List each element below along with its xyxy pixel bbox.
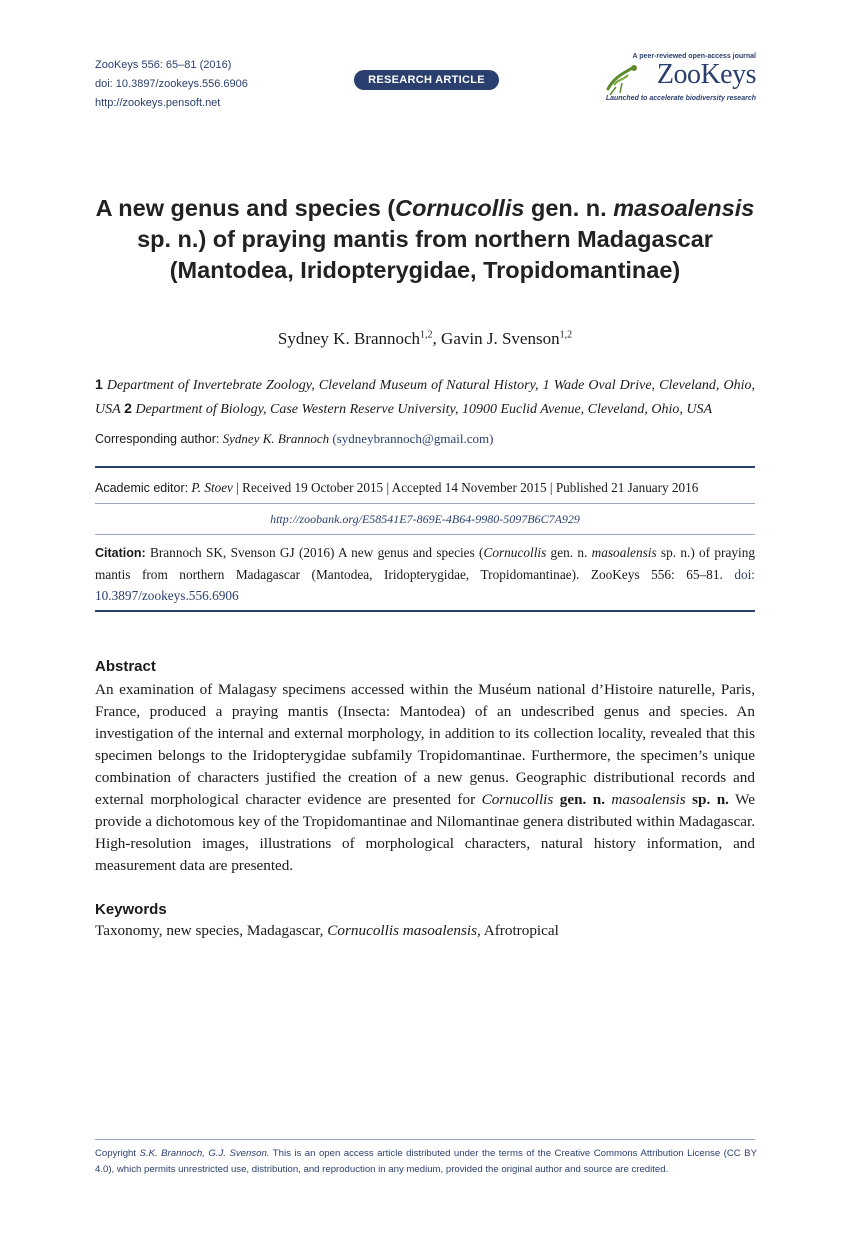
abstract-species: masoalensis	[611, 791, 686, 808]
logo-wordmark: ZooKeys	[656, 59, 756, 90]
abstract-gen-n: gen. n.	[553, 791, 612, 808]
divider	[95, 610, 755, 612]
title-text: A new genus and species (	[95, 195, 396, 221]
affiliation-text: Department of Biology, Case Western Reserve University, 10900 Euclid Avenue, Cleveland, Ohio, USA	[135, 402, 713, 417]
citation-doi-link[interactable]: doi: 10.3897/zookeys.556.6906	[95, 567, 755, 603]
license-text: This is an open access article distributed under the terms of the Creative Commons Attribution License (CC BY 4.0), which permits unrestricted use, distribution, and reproduction in any medium, provided the original author and source are credited.	[95, 1148, 757, 1175]
divider	[95, 1139, 755, 1140]
citation-text: gen. n.	[546, 545, 592, 560]
author-list	[95, 329, 755, 349]
copyright-footer	[95, 1146, 757, 1178]
author-name: Sydney K. Brannoch	[277, 329, 421, 348]
journal-doi[interactable]: doi: 10.3897/zookeys.556.6906	[95, 78, 248, 90]
zookeys-logo	[604, 53, 756, 105]
editor-label: Academic editor:	[95, 481, 189, 495]
abstract-body	[95, 679, 755, 877]
zoobank-link[interactable]: http://zoobank.org/E58541E7-869E-4B64-9980-5097B6C7A929	[270, 512, 580, 526]
article-title	[80, 193, 770, 286]
keywords-heading: Keywords	[95, 901, 167, 918]
citation-genus: Cornucollis	[483, 545, 547, 560]
editorial-info	[95, 480, 755, 496]
article-type-badge: RESEARCH ARTICLE	[354, 70, 499, 90]
abstract-genus: Cornucollis	[481, 791, 554, 808]
keywords-body	[95, 922, 559, 940]
author-name: Gavin J. Svenson	[441, 329, 560, 348]
author-affiliation-marker: 1,2	[559, 329, 573, 341]
logo-subtitle: Launched to accelerate biodiversity research	[605, 95, 756, 102]
affiliation-number: 2	[124, 400, 132, 416]
divider	[95, 466, 755, 468]
title-text: gen. n.	[524, 195, 614, 221]
editor-name: P. Stoev	[191, 480, 233, 495]
corresponding-name: Sydney K. Brannoch	[222, 431, 330, 446]
affiliation-number: 1	[95, 376, 103, 392]
mantis-icon	[604, 63, 642, 97]
copyright-holders: S.K. Brannoch, G.J. Svenson.	[139, 1148, 270, 1159]
citation-label: Citation:	[95, 546, 146, 560]
keywords-species: Cornucollis masoalensis	[327, 922, 478, 939]
journal-url[interactable]: http://zookeys.pensoft.net	[95, 97, 221, 109]
abstract-text: We provide a dichotomous key of the Tropidomantinae and Nilomantinae genera distributed within Madagascar. High-resolution images, illustrations of morphological characters, natural history information, and measurement data are presented.	[95, 791, 755, 874]
abstract-sp-n: sp. n.	[685, 791, 729, 808]
journal-citation: ZooKeys 556: 65–81 (2016)	[95, 59, 232, 71]
separator: |	[232, 480, 243, 495]
affiliation-text: Department of Invertebrate Zoology, Cleveland Museum of Natural History, 1 Wade Oval Drive, Cleveland, Ohio, USA	[95, 378, 755, 417]
accepted-date: Accepted 14 November 2015	[391, 480, 547, 495]
corresponding-email[interactable]: (sydneybrannoch@gmail.com)	[332, 431, 494, 446]
abstract-heading: Abstract	[95, 658, 156, 675]
keywords-text: Taxonomy, new species, Madagascar,	[95, 922, 328, 939]
affiliations	[95, 373, 755, 421]
copyright-label: Copyright	[95, 1148, 140, 1159]
separator: |	[546, 480, 556, 495]
received-date: Received 19 October 2015	[242, 480, 384, 495]
author-separator: ,	[432, 329, 442, 348]
citation-text: Brannoch SK, Svenson GJ (2016) A new genus and species (	[149, 545, 484, 560]
keywords-text: , Afrotropical	[477, 922, 559, 939]
title-species: masoalensis	[613, 195, 755, 221]
divider	[95, 534, 755, 535]
title-text: sp. n.) of praying mantis from northern Madagascar (Mantodea, Iridopterygidae, Tropidomantinae)	[137, 226, 713, 283]
abstract-text: An examination of Malagasy specimens accessed within the Muséum national d’Histoire naturelle, Paris, France, produced a praying mantis (Insecta: Mantodea) of an undescribed genus and species. An investigation of the internal and external morphology, in addition to its collection locality, revealed that this specimen belongs to the Iridopterygidae subfamily Tropidomantinae. Furthermore, the specimen’s unique combination of characters justified the creation of a new genus. Geographic distributional records and external morphological character evidence are presented for	[95, 681, 755, 808]
published-date: Published 21 January 2016	[555, 480, 699, 495]
citation-text: sp. n.) of praying mantis from northern Madagascar (Mantodea, Iridopterygidae, Tropidomantinae). ZooKeys 556: 65–81.	[95, 545, 756, 582]
corresponding-label: Corresponding author:	[95, 432, 220, 446]
corresponding-author	[95, 431, 493, 447]
author-affiliation-marker: 1,2	[420, 329, 433, 341]
logo-tagline: A peer-reviewed open-access journal	[632, 53, 756, 60]
title-genus: Cornucollis	[395, 195, 525, 221]
divider	[95, 503, 755, 504]
journal-header	[95, 56, 248, 113]
separator: |	[383, 480, 392, 495]
citation	[95, 542, 755, 606]
citation-species: masoalensis	[591, 545, 657, 560]
